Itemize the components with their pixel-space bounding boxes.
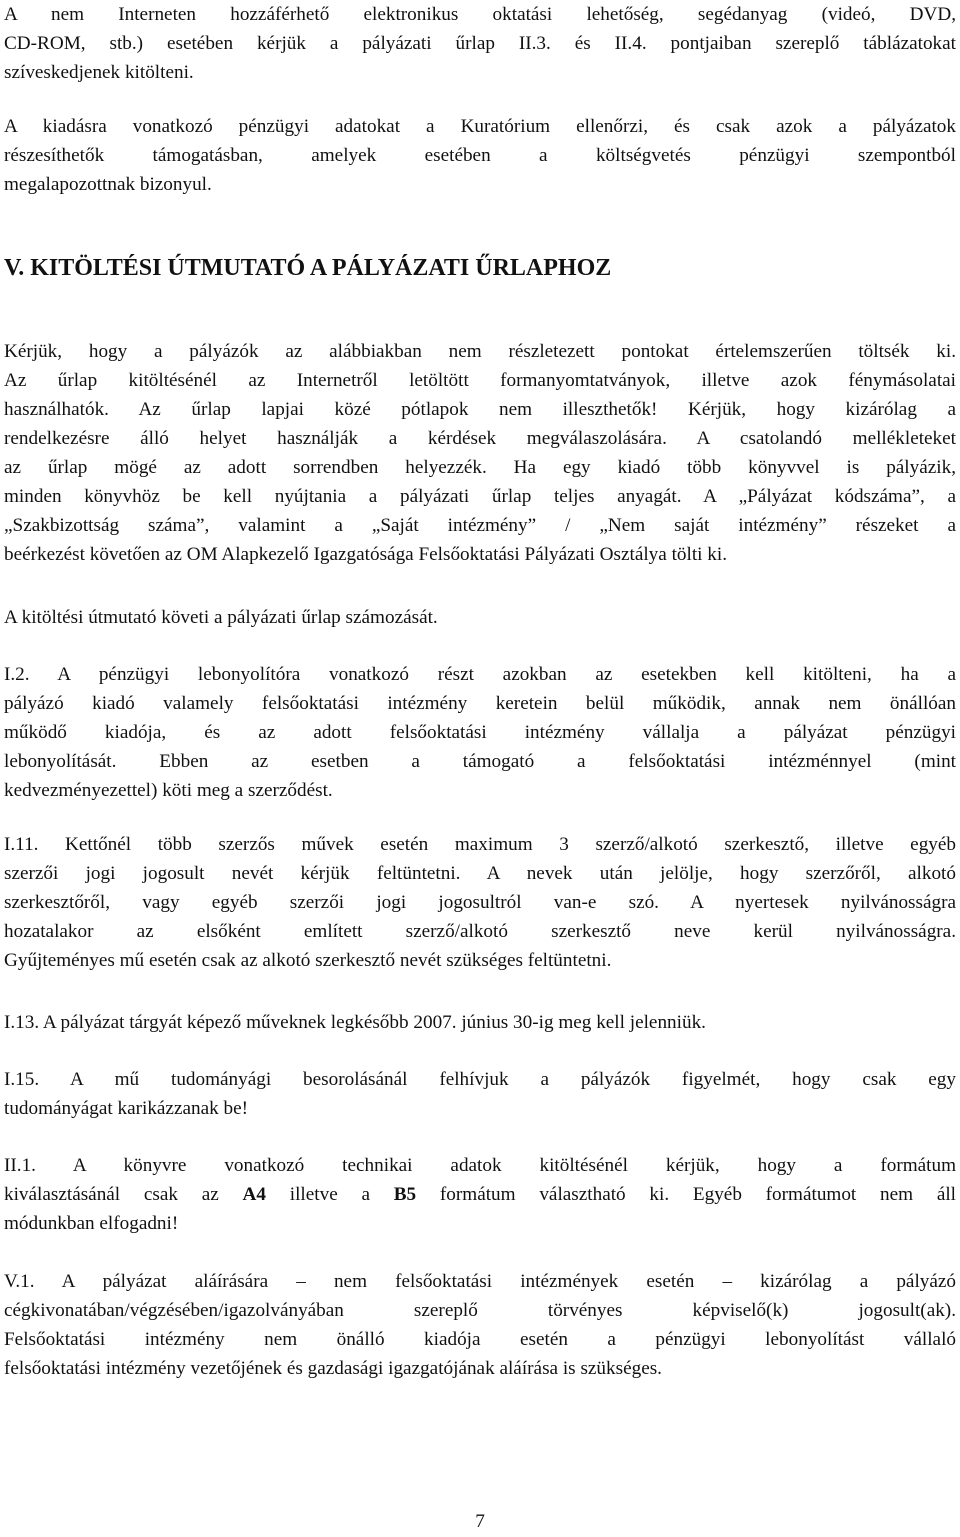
text-line: I.2. A pénzügyi lebonyolítóra vonatkozó részt azokban az esetekben kell kitölteni, ha a bbox=[4, 664, 956, 685]
text-line: lebonyolítását. Ebben az esetben a támogató a felsőoktatási intézménnyel (mint bbox=[4, 751, 956, 772]
text-line: rendelkezésre álló helyet használják a kérdések megválaszolására. A csatolandó mellékleteket bbox=[4, 428, 956, 449]
text-line: A nem Interneten hozzáférhető elektronikus oktatási lehetőség, segédanyag (videó, DVD, bbox=[4, 4, 956, 25]
text-line: I.13. A pályázat tárgyát képező műveknek legkésőbb 2007. június 30-ig meg kell jelenniük. bbox=[4, 1012, 706, 1033]
text-line: megalapozottnak bizonyul. bbox=[4, 174, 212, 195]
text-line: működő kiadója, és az adott felsőoktatási intézmény vállalja a pályázat pénzügyi bbox=[4, 722, 956, 743]
text-line: az űrlap mögé az adott sorrendben helyezzék. Ha egy kiadó több könyvvel is pályázik, bbox=[4, 457, 956, 478]
text-line: cégkivonatában/végzésében/igazolványában szereplő törvényes képviselő(k) jogosult(ak). bbox=[4, 1300, 956, 1321]
text-line: kedvezményezettel) köti meg a szerződést. bbox=[4, 780, 333, 801]
text-line: Kérjük, hogy a pályázók az alábbiakban nem részletezett pontokat értelemszerűen töltsék ki. bbox=[4, 341, 956, 362]
text-line: tudományágat karikázzanak be! bbox=[4, 1098, 248, 1119]
format-b5-label: B5 bbox=[393, 1184, 417, 1205]
text-line: V.1. A pályázat aláírására – nem felsőoktatási intézmények esetén – kizárólag a pályázó bbox=[4, 1271, 956, 1292]
text-line: „Szakbizottság száma”, valamint a „Saját intézmény” / „Nem saját intézmény” részeket a bbox=[4, 515, 956, 536]
text-line: felsőoktatási intézmény vezetőjének és gazdasági igazgatójának aláírása is szükséges. bbox=[4, 1358, 662, 1379]
format-a4-label: A4 bbox=[242, 1184, 266, 1205]
text-line: beérkezést követően az OM Alapkezelő Igazgatósága Felsőoktatási Pályázati Osztálya tölti ki. bbox=[4, 544, 728, 565]
text-segment: illetve a bbox=[266, 1184, 394, 1205]
section-1-2-paragraph bbox=[4, 660, 956, 805]
text-line: részesíthetők támogatásban, amelyek esetében a költségvetés pénzügyi szempontból bbox=[4, 145, 956, 166]
text-line: A kitöltési útmutató követi a pályázati űrlap számozását. bbox=[4, 607, 438, 628]
text-line bbox=[4, 1180, 956, 1209]
section-1-11-paragraph bbox=[4, 830, 956, 975]
text-line: Az űrlap kitöltésénél az Internetről letöltött formanyomtatványok, illetve azok fénymásolatai bbox=[4, 370, 956, 391]
section-heading: V. KITÖLTÉSI ÚTMUTATÓ A PÁLYÁZATI ŰRLAPHOZ bbox=[4, 255, 612, 281]
text-line: szerkesztőről, vagy egyéb szerzői jogi jogosultról van-e szó. A nyertesek nyilvánosságra bbox=[4, 892, 956, 913]
text-line: használhatók. Az űrlap lapjai közé pótlapok nem illeszthetők! Kérjük, hogy kizárólag a bbox=[4, 399, 956, 420]
intro-finance-paragraph bbox=[4, 112, 956, 199]
section-5-1-paragraph bbox=[4, 1267, 956, 1383]
section-1-13-paragraph bbox=[4, 1008, 956, 1037]
text-line: II.1. A könyvre vonatkozó technikai adatok kitöltésénél kérjük, hogy a formátum bbox=[4, 1155, 956, 1176]
text-line: I.15. A mű tudományági besorolásánál felhívjuk a pályázók figyelmét, hogy csak egy bbox=[4, 1069, 956, 1090]
guide-paragraph bbox=[4, 337, 956, 569]
numbering-note bbox=[4, 603, 956, 632]
text-line: minden könyvhöz be kell nyújtania a pályázati űrlap teljes anyagát. A „Pályázat kódszáma”, a bbox=[4, 486, 956, 507]
text-line: módunkban elfogadni! bbox=[4, 1213, 179, 1234]
text-line: pályázó kiadó valamely felsőoktatási intézmény keretein belül működik, annak nem önállóan bbox=[4, 693, 956, 714]
text-line: szíveskedjenek kitölteni. bbox=[4, 62, 194, 83]
text-segment: kiválasztásánál csak az bbox=[4, 1184, 243, 1205]
text-line: szerzői jogi jogosult nevét kérjük feltüntetni. A nevek után jelölje, hogy szerzőről, alkotó bbox=[4, 863, 956, 884]
intro-materials-paragraph bbox=[4, 0, 956, 87]
text-line: Felsőoktatási intézmény nem önálló kiadója esetén a pénzügyi lebonyolítást vállaló bbox=[4, 1329, 956, 1350]
page-number: 7 bbox=[475, 1511, 485, 1532]
text-segment: formátum választható ki. Egyéb formátumot nem áll bbox=[416, 1184, 956, 1205]
text-line: CD-ROM, stb.) esetében kérjük a pályázati űrlap II.3. és II.4. pontjaiban szereplő táblázatokat bbox=[4, 33, 956, 54]
text-line: I.11. Kettőnél több szerzős művek esetén maximum 3 szerző/alkotó szerkesztő, illetve egyéb bbox=[4, 834, 956, 855]
section-1-15-paragraph bbox=[4, 1065, 956, 1123]
section-2-1-paragraph bbox=[4, 1151, 956, 1238]
text-line: A kiadásra vonatkozó pénzügyi adatokat a Kuratórium ellenőrzi, és csak azok a pályázatok bbox=[4, 116, 956, 137]
text-line: Gyűjteményes mű esetén csak az alkotó szerkesztő nevét szükséges feltüntetni. bbox=[4, 950, 612, 971]
text-line: hozatalakor az elsőként említett szerző/alkotó szerkesztő neve kerül nyilvánosságra. bbox=[4, 921, 956, 942]
